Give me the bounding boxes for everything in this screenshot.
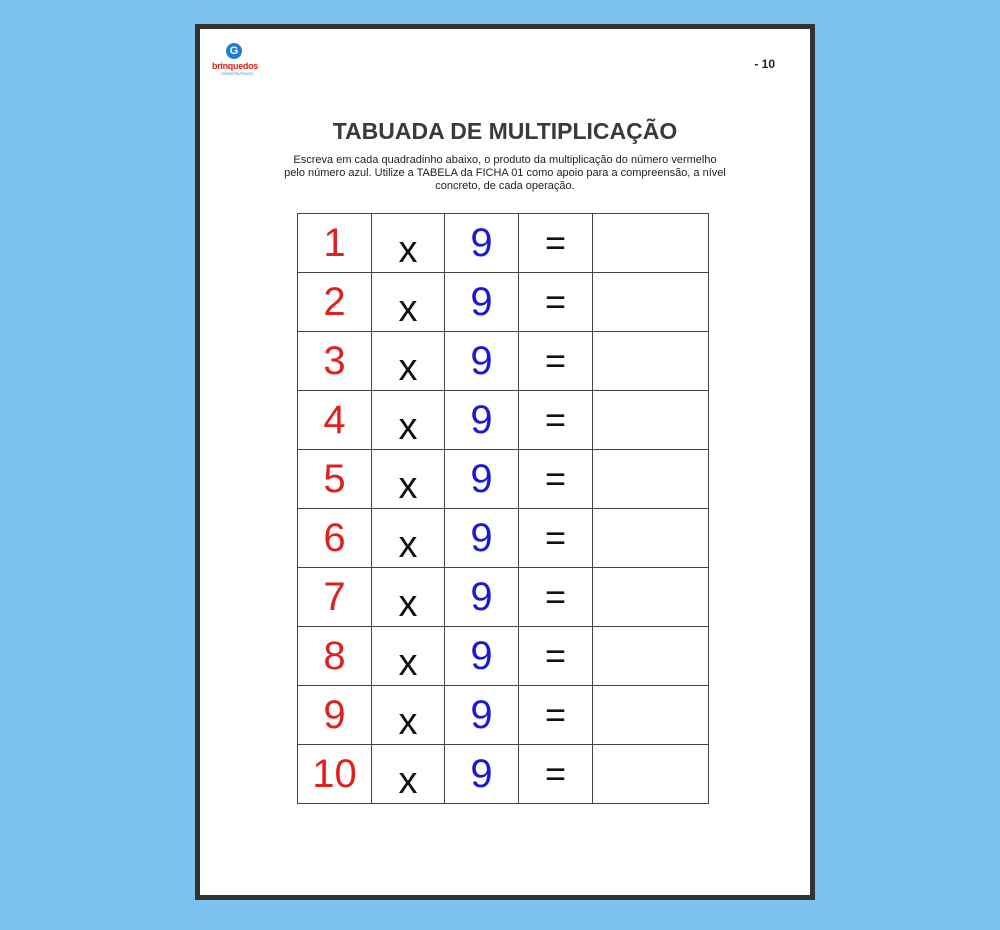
equals-cell: = bbox=[519, 332, 593, 391]
answer-box[interactable] bbox=[593, 568, 709, 627]
brand-logo bbox=[212, 43, 256, 81]
blue-number-cell: 9 bbox=[445, 509, 519, 568]
times-operator-cell: x bbox=[372, 332, 445, 391]
red-number-cell: 7 bbox=[298, 568, 372, 627]
page-number: - 10 bbox=[754, 57, 775, 71]
instructions-line: pelo número azul. Utilize a TABELA da FICHA 01 como apoio para a compreensão, a nível bbox=[284, 167, 726, 179]
blue-number-cell: 9 bbox=[445, 273, 519, 332]
answer-box[interactable] bbox=[593, 450, 709, 509]
worksheet-page bbox=[195, 24, 815, 900]
red-number-cell: 5 bbox=[298, 450, 372, 509]
red-number-cell: 9 bbox=[298, 686, 372, 745]
red-number-cell: 10 bbox=[298, 745, 372, 804]
table-row bbox=[298, 568, 709, 627]
blue-number-cell: 9 bbox=[445, 332, 519, 391]
answer-box[interactable] bbox=[593, 214, 709, 273]
multiplication-table bbox=[297, 213, 709, 804]
blue-number-cell: 9 bbox=[445, 627, 519, 686]
table-row bbox=[298, 509, 709, 568]
equals-cell: = bbox=[519, 627, 593, 686]
times-operator-cell: x bbox=[372, 509, 445, 568]
equals-cell: = bbox=[519, 745, 593, 804]
table-row bbox=[298, 391, 709, 450]
table-row bbox=[298, 450, 709, 509]
times-operator-cell: x bbox=[372, 745, 445, 804]
blue-number-cell: 9 bbox=[445, 686, 519, 745]
logo-g-icon: G bbox=[226, 43, 242, 59]
times-operator-cell: x bbox=[372, 686, 445, 745]
logo-subtitle: CONSTRUTIVOS bbox=[221, 71, 253, 76]
red-number-cell: 6 bbox=[298, 509, 372, 568]
times-operator-cell: x bbox=[372, 391, 445, 450]
equals-cell: = bbox=[519, 450, 593, 509]
red-number-cell: 3 bbox=[298, 332, 372, 391]
times-operator-cell: x bbox=[372, 273, 445, 332]
blue-number-cell: 9 bbox=[445, 745, 519, 804]
table-row bbox=[298, 627, 709, 686]
times-operator-cell: x bbox=[372, 568, 445, 627]
equals-cell: = bbox=[519, 568, 593, 627]
red-number-cell: 2 bbox=[298, 273, 372, 332]
times-operator-cell: x bbox=[372, 214, 445, 273]
answer-box[interactable] bbox=[593, 686, 709, 745]
table-row bbox=[298, 745, 709, 804]
page-title: TABUADA DE MULTIPLICAÇÃO bbox=[332, 118, 678, 144]
table-row bbox=[298, 273, 709, 332]
blue-number-cell: 9 bbox=[445, 214, 519, 273]
equals-cell: = bbox=[519, 273, 593, 332]
equals-cell: = bbox=[519, 509, 593, 568]
table-row bbox=[298, 214, 709, 273]
instructions bbox=[255, 154, 755, 193]
answer-box[interactable] bbox=[593, 509, 709, 568]
answer-box[interactable] bbox=[593, 391, 709, 450]
answer-box[interactable] bbox=[593, 745, 709, 804]
equals-cell: = bbox=[519, 391, 593, 450]
answer-box[interactable] bbox=[593, 627, 709, 686]
equals-cell: = bbox=[519, 686, 593, 745]
equals-cell: = bbox=[519, 214, 593, 273]
instructions-line: Escreva em cada quadradinho abaixo, o produto da multiplicação do número vermelho bbox=[293, 154, 717, 166]
answer-box[interactable] bbox=[593, 273, 709, 332]
table-row bbox=[298, 686, 709, 745]
times-operator-cell: x bbox=[372, 627, 445, 686]
blue-number-cell: 9 bbox=[445, 568, 519, 627]
blue-number-cell: 9 bbox=[445, 450, 519, 509]
table-row bbox=[298, 332, 709, 391]
times-operator-cell: x bbox=[372, 450, 445, 509]
answer-box[interactable] bbox=[593, 332, 709, 391]
logo-wordmark: brinquedos bbox=[212, 61, 258, 71]
instructions-line: concreto, de cada operação. bbox=[435, 180, 575, 192]
red-number-cell: 4 bbox=[298, 391, 372, 450]
red-number-cell: 1 bbox=[298, 214, 372, 273]
blue-number-cell: 9 bbox=[445, 391, 519, 450]
red-number-cell: 8 bbox=[298, 627, 372, 686]
